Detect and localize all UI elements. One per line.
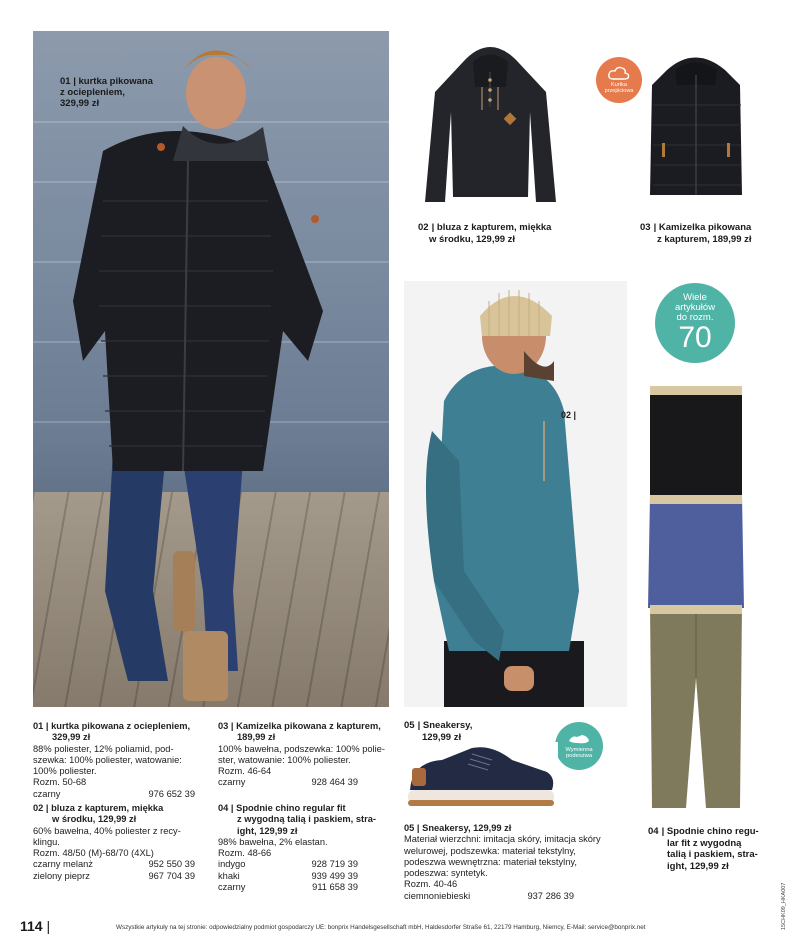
- teal-hoodie-label-num: 02: [561, 410, 572, 420]
- vest-caption: 03 | Kamizelka pikowana z kapturem, 189,99 zł: [640, 222, 770, 245]
- product-02-desc1: 60% bawełna, 40% poliester z recy-: [33, 825, 181, 836]
- chino-caption-num: 04: [648, 826, 659, 837]
- product-04-variant-row: [218, 871, 358, 882]
- variant-code: 928 464 39: [311, 777, 358, 788]
- product-05-size: Rozm. 40-46: [404, 879, 458, 890]
- product-05-num: 05: [404, 823, 415, 833]
- cloud-icon: [608, 66, 630, 80]
- variant-code: 928 719 39: [311, 859, 358, 870]
- sole-badge-line2: podeszwa: [565, 753, 593, 759]
- teal-hoodie-model-photo: [404, 281, 627, 707]
- hoodie-caption-num: 02: [418, 222, 429, 233]
- variant-code: 937 286 39: [527, 890, 574, 901]
- page-number-value: 114: [20, 918, 43, 934]
- page-number: 114 |: [20, 918, 51, 934]
- product-02-size: Rozm. 48/50 (M)-68/70 (4XL): [33, 848, 154, 859]
- catalog-code: 15CHK09_HKA007: [781, 882, 787, 930]
- variant-color: czarny: [218, 882, 246, 893]
- product-04-title2: z wygodną talią i paskiem, stra-: [237, 814, 376, 825]
- product-03-size: Rozm. 46-64: [218, 766, 272, 777]
- product-04-desc1: 98% bawełna, 2% elastan.: [218, 836, 328, 847]
- variant-color: czarny melanż: [33, 859, 93, 870]
- variant-code: 939 499 39: [311, 870, 358, 881]
- vest-caption-line1: Kamizelka pikowana: [658, 222, 752, 233]
- sneaker-caption-line2: 129,99 zł: [422, 731, 462, 743]
- hoodie-caption-line1: bluza z kapturem, miękka: [436, 222, 552, 233]
- sizes-badge-line2: artykułów: [674, 302, 716, 313]
- product-01-desc2: szewka: 100% poliester, watowanie:: [33, 754, 182, 765]
- hero-photo-lake-pier: [33, 31, 389, 707]
- product-02-variant-row: [33, 871, 195, 882]
- hero-label: 01 | kurtka pikowana z ociepleniem, 329,99 zł: [60, 76, 170, 109]
- sneaker-product-image[interactable]: [402, 742, 558, 812]
- product-01-desc1: 88% poliester, 12% poliamid, pod-: [33, 743, 174, 754]
- product-02-title1: bluza z kapturem, miękka: [51, 803, 164, 813]
- product-04-title3: ight, 129,99 zł: [237, 825, 298, 836]
- variant-color: khaki: [218, 870, 240, 881]
- transitional-jacket-badge: [596, 57, 642, 103]
- chino-caption-line2: lar fit z wygodną: [667, 837, 742, 849]
- product-01-num: 01: [33, 721, 44, 731]
- replaceable-sole-badge: [555, 722, 603, 770]
- hoodie-product-image[interactable]: [418, 32, 563, 212]
- sneaker-caption-num: 05: [404, 720, 415, 731]
- variant-color: czarny: [33, 788, 61, 799]
- teal-hoodie-label: 02 |: [561, 410, 577, 420]
- sizes-badge-line1: Wiele: [683, 292, 707, 303]
- product-03-title1: Kamizelka pikowana z kapturem,: [236, 721, 381, 731]
- chino-trousers-image[interactable]: [646, 378, 746, 813]
- product-01-title2: 329,99 zł: [52, 732, 91, 743]
- sizes-up-to-70-badge: [655, 283, 735, 363]
- variant-color: czarny: [218, 777, 246, 788]
- footer-legal-text: Wszystkie artykuły na tej stronie: odpowiedzialny podmiot gospodarczy UE: bonprix Handelsgesellschaft mbH, Haldesdorfer Straße 61, 22179 Hamburg, Niemcy, E-Mail: service@bonprix.net: [116, 924, 646, 931]
- hero-label-line2: z ociepleniem,: [60, 87, 125, 98]
- product-01-size: Rozm. 50-68: [33, 777, 87, 788]
- product-05-variant-row: [404, 891, 574, 902]
- product-02-desc2: klingu.: [33, 836, 60, 847]
- variant-color: ciemnoniebieski: [404, 890, 471, 901]
- product-02-details: 02 | bluza z kapturem, miękka w środku, 129,99 zł 60% bawełna, 40% poliester z recy- klingu. Rozm. 48/50 (M)-68/70 (4XL) czarny melanż 952 550 39 zielony pieprz 967 704 39: [33, 803, 195, 881]
- product-05-desc3: podeszwa wewnętrzna: materiał tekstylny,: [404, 856, 577, 867]
- product-03-variant-row: [218, 777, 358, 788]
- variant-code: 911 658 39: [312, 882, 358, 893]
- product-04-title1: Spodnie chino regular fit: [236, 803, 346, 813]
- product-05-details: 05 | Sneakersy, 129,99 zł Materiał wierzchni: imitacja skóry, imitacja skóry welurowej, podszewka: materiał tekstylny, podeszwa wewnętrzna: materiał tekstylny, podeszwa: syntetyk. Rozm. 40-46 ciemnoniebieski 937 286 39: [404, 823, 614, 902]
- variant-code: 952 550 39: [148, 859, 195, 870]
- sizes-badge-number: 70: [678, 321, 712, 354]
- product-01-details: 01 | kurtka pikowana z ociepleniem, 329,99 zł 88% poliester, 12% poliamid, pod- szewka: 100% poliester, watowanie: 100% poliester. Rozm. 50-68 czarny 976 652 39: [33, 721, 195, 799]
- product-02-num: 02: [33, 803, 44, 813]
- product-01-variant-row: [33, 789, 195, 800]
- product-04-size: Rozm. 48-66: [218, 848, 272, 859]
- chino-caption-line3: talią i paskiem, stra-: [667, 849, 758, 860]
- vest-product-image[interactable]: [645, 45, 747, 205]
- product-05-desc1: Materiał wierzchni: imitacja skóry, imitacja skóry: [404, 834, 601, 845]
- product-04-variant-row: [218, 859, 358, 870]
- model-in-jacket-illustration: [33, 31, 389, 707]
- sole-badge-line1: Wymienna: [565, 746, 593, 753]
- variant-color: indygo: [218, 859, 246, 870]
- vest-caption-num: 03: [640, 222, 651, 233]
- product-04-details: 04 | Spodnie chino regular fit z wygodną talią i paskiem, stra- ight, 129,99 zł 98% bawełna, 2% elastan. Rozm. 48-66 indygo 928 719 39 khaki 939 499 39 czarny 911 658 39: [218, 803, 388, 893]
- vest-caption-line2: z kapturem, 189,99 zł: [657, 233, 752, 245]
- product-05-title1: Sneakersy, 129,99 zł: [422, 823, 512, 833]
- transitional-badge-line1: Kurtka: [611, 82, 627, 88]
- product-03-num: 03: [218, 721, 229, 731]
- chino-caption: 04 | Spodnie chino regu- lar fit z wygodną talią i paskiem, stra- ight, 129,99 zł: [648, 826, 768, 872]
- product-02-variant-row: [33, 859, 195, 870]
- hero-label-line1: kurtka pikowana: [78, 76, 153, 87]
- product-03-details: 03 | Kamizelka pikowana z kapturem, 189,99 zł 100% bawełna, podszewka: 100% polie- ster, watowanie: 100% poliester. Rozm. 46-64 czarny 928 464 39: [218, 721, 388, 789]
- chino-caption-line1: Spodnie chino regu-: [666, 826, 759, 837]
- product-01-title1: kurtka pikowana z ociepleniem,: [51, 721, 191, 731]
- product-05-desc4: podeszwa: syntetyk.: [404, 868, 488, 879]
- hoodie-caption-line2: w środku, 129,99 zł: [429, 233, 516, 245]
- product-03-desc2: ster, watowanie: 100% poliester.: [218, 754, 351, 765]
- hero-label-num: 01: [60, 76, 71, 87]
- product-04-variant-row: [218, 882, 358, 893]
- chino-caption-line4: ight, 129,99 zł: [667, 860, 729, 872]
- hoodie-caption: 02 | bluza z kapturem, miękka w środku, 129,99 zł: [418, 222, 578, 245]
- product-04-num: 04: [218, 803, 229, 813]
- variant-code: 976 652 39: [148, 788, 195, 799]
- hero-label-price: 329,99 zł: [60, 98, 100, 109]
- product-02-title2: w środku, 129,99 zł: [52, 814, 137, 825]
- sneaker-caption-line1: Sneakersy,: [422, 720, 473, 731]
- sizes-badge-line3: do rozm.: [676, 312, 714, 323]
- transitional-badge-line2: przejściowa: [604, 88, 634, 94]
- product-01-desc3: 100% poliester.: [33, 766, 97, 777]
- variant-code: 967 704 39: [148, 870, 195, 881]
- product-03-desc1: 100% bawełna, podszewka: 100% polie-: [218, 743, 385, 754]
- product-03-title2: 189,99 zł: [237, 732, 276, 743]
- shoe-sole-icon: [568, 733, 590, 745]
- product-05-desc2: welurowej, podszewka: materiał tekstylny,: [404, 845, 576, 856]
- variant-color: zielony pieprz: [33, 870, 90, 881]
- sneaker-caption: 05 | Sneakersy, 129,99 zł: [404, 720, 504, 743]
